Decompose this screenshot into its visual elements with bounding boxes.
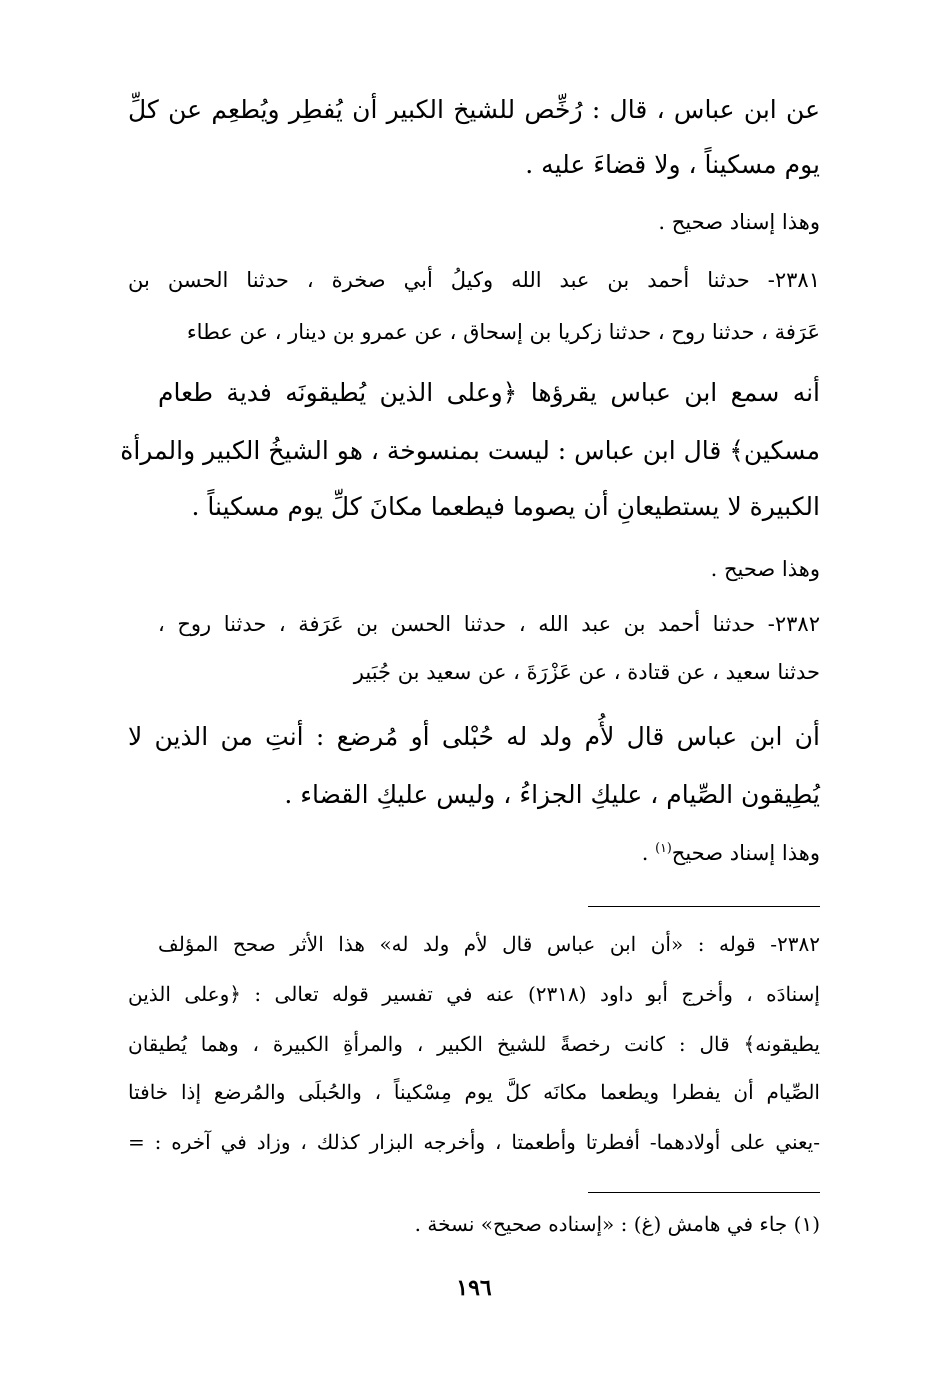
body-line-10: ٢٣٨٢- حدثنا أحمد بن عبد الله ، حدثنا الحسن بن عَرَفة ، حدثنا روح ، <box>158 612 820 636</box>
commentary-separator <box>588 906 820 907</box>
commentary-line-4: الصِّيام أن يفطرا ويطعما مكانَه كلَّ يوم مِسْكيناً ، والحُبلَى والمُرضع إذا خافتا <box>128 1080 820 1104</box>
body-line-6: أنه سمع ابن عباس يقرؤها ﴿وعلى الذين يُطيقونَه فدية طعام <box>158 378 820 407</box>
footnote-reference: (١) <box>655 840 672 855</box>
body-line-5: عَرَفة ، حدثنا روح ، حدثنا زكريا بن إسحاق ، عن عمرو بن دينار ، عن عطاء <box>186 320 820 344</box>
body-line-3: وهذا إسناد صحيح . <box>658 210 820 234</box>
body-line-7: مسكين﴾ قال ابن عباس : ليست بمنسوخة ، هو الشيخُ الكبير والمرأة <box>120 436 820 465</box>
body-line-11: حدثنا سعيد ، عن قتادة ، عن عَزْرَةَ ، عن سعيد بن جُبَير <box>353 660 820 684</box>
page-number: ١٩٦ <box>456 1275 492 1301</box>
footnote-1: (١) جاء في هامش (غ) : «إسناده صحيح» نسخة . <box>414 1212 820 1236</box>
commentary-line-2: إسنادَه ، وأخرج أبو داود (٢٣١٨) عنه في تفسير قوله تعالى : ﴿وعلى الذين <box>128 982 820 1006</box>
body-line-14-end: . <box>641 841 656 865</box>
body-line-2: يوم مسكيناً ، ولا قضاءَ عليه . <box>525 150 820 179</box>
body-line-9: وهذا صحيح . <box>710 557 820 581</box>
body-line-1: عن ابن عباس ، قال : رُخِّص للشيخ الكبير أن يُفطِر ويُطعِم عن كلِّ <box>128 95 820 124</box>
commentary-line-5: -يعني على أولادهما- أفطرتا وأطعمتا ، وأخرجه البزار كذلك ، وزاد في آخره : = <box>128 1130 820 1154</box>
commentary-line-3: يطيقونه﴾ قال : كانت رخصةً للشيخ الكبير ، والمرأةِ الكبيرة ، وهما يُطيقان <box>128 1032 820 1056</box>
body-line-13: يُطِيقون الصِّيام ، عليكِ الجزاءُ ، وليس عليكِ القضاء . <box>284 780 820 809</box>
body-line-8: الكبيرة لا يستطيعانِ أن يصوما فيطعما مكانَ كلِّ يوم مسكيناً . <box>191 492 820 521</box>
body-line-14 <box>158 840 820 865</box>
body-line-14-text: وهذا إسناد صحيح <box>671 841 820 865</box>
commentary-line-1: ٢٣٨٢- قوله : «أن ابن عباس قال لأم ولد له» هذا الأثر صحح المؤلف <box>158 932 820 956</box>
body-line-4: ٢٣٨١- حدثنا أحمد بن عبد الله وكيلُ أبي صخرة ، حدثنا الحسن بن <box>128 268 820 292</box>
footnote-separator <box>588 1192 820 1193</box>
body-line-12: أن ابن عباس قال لأُم ولد له حُبْلى أو مُرضع : أنتِ من الذين لا <box>128 722 820 751</box>
